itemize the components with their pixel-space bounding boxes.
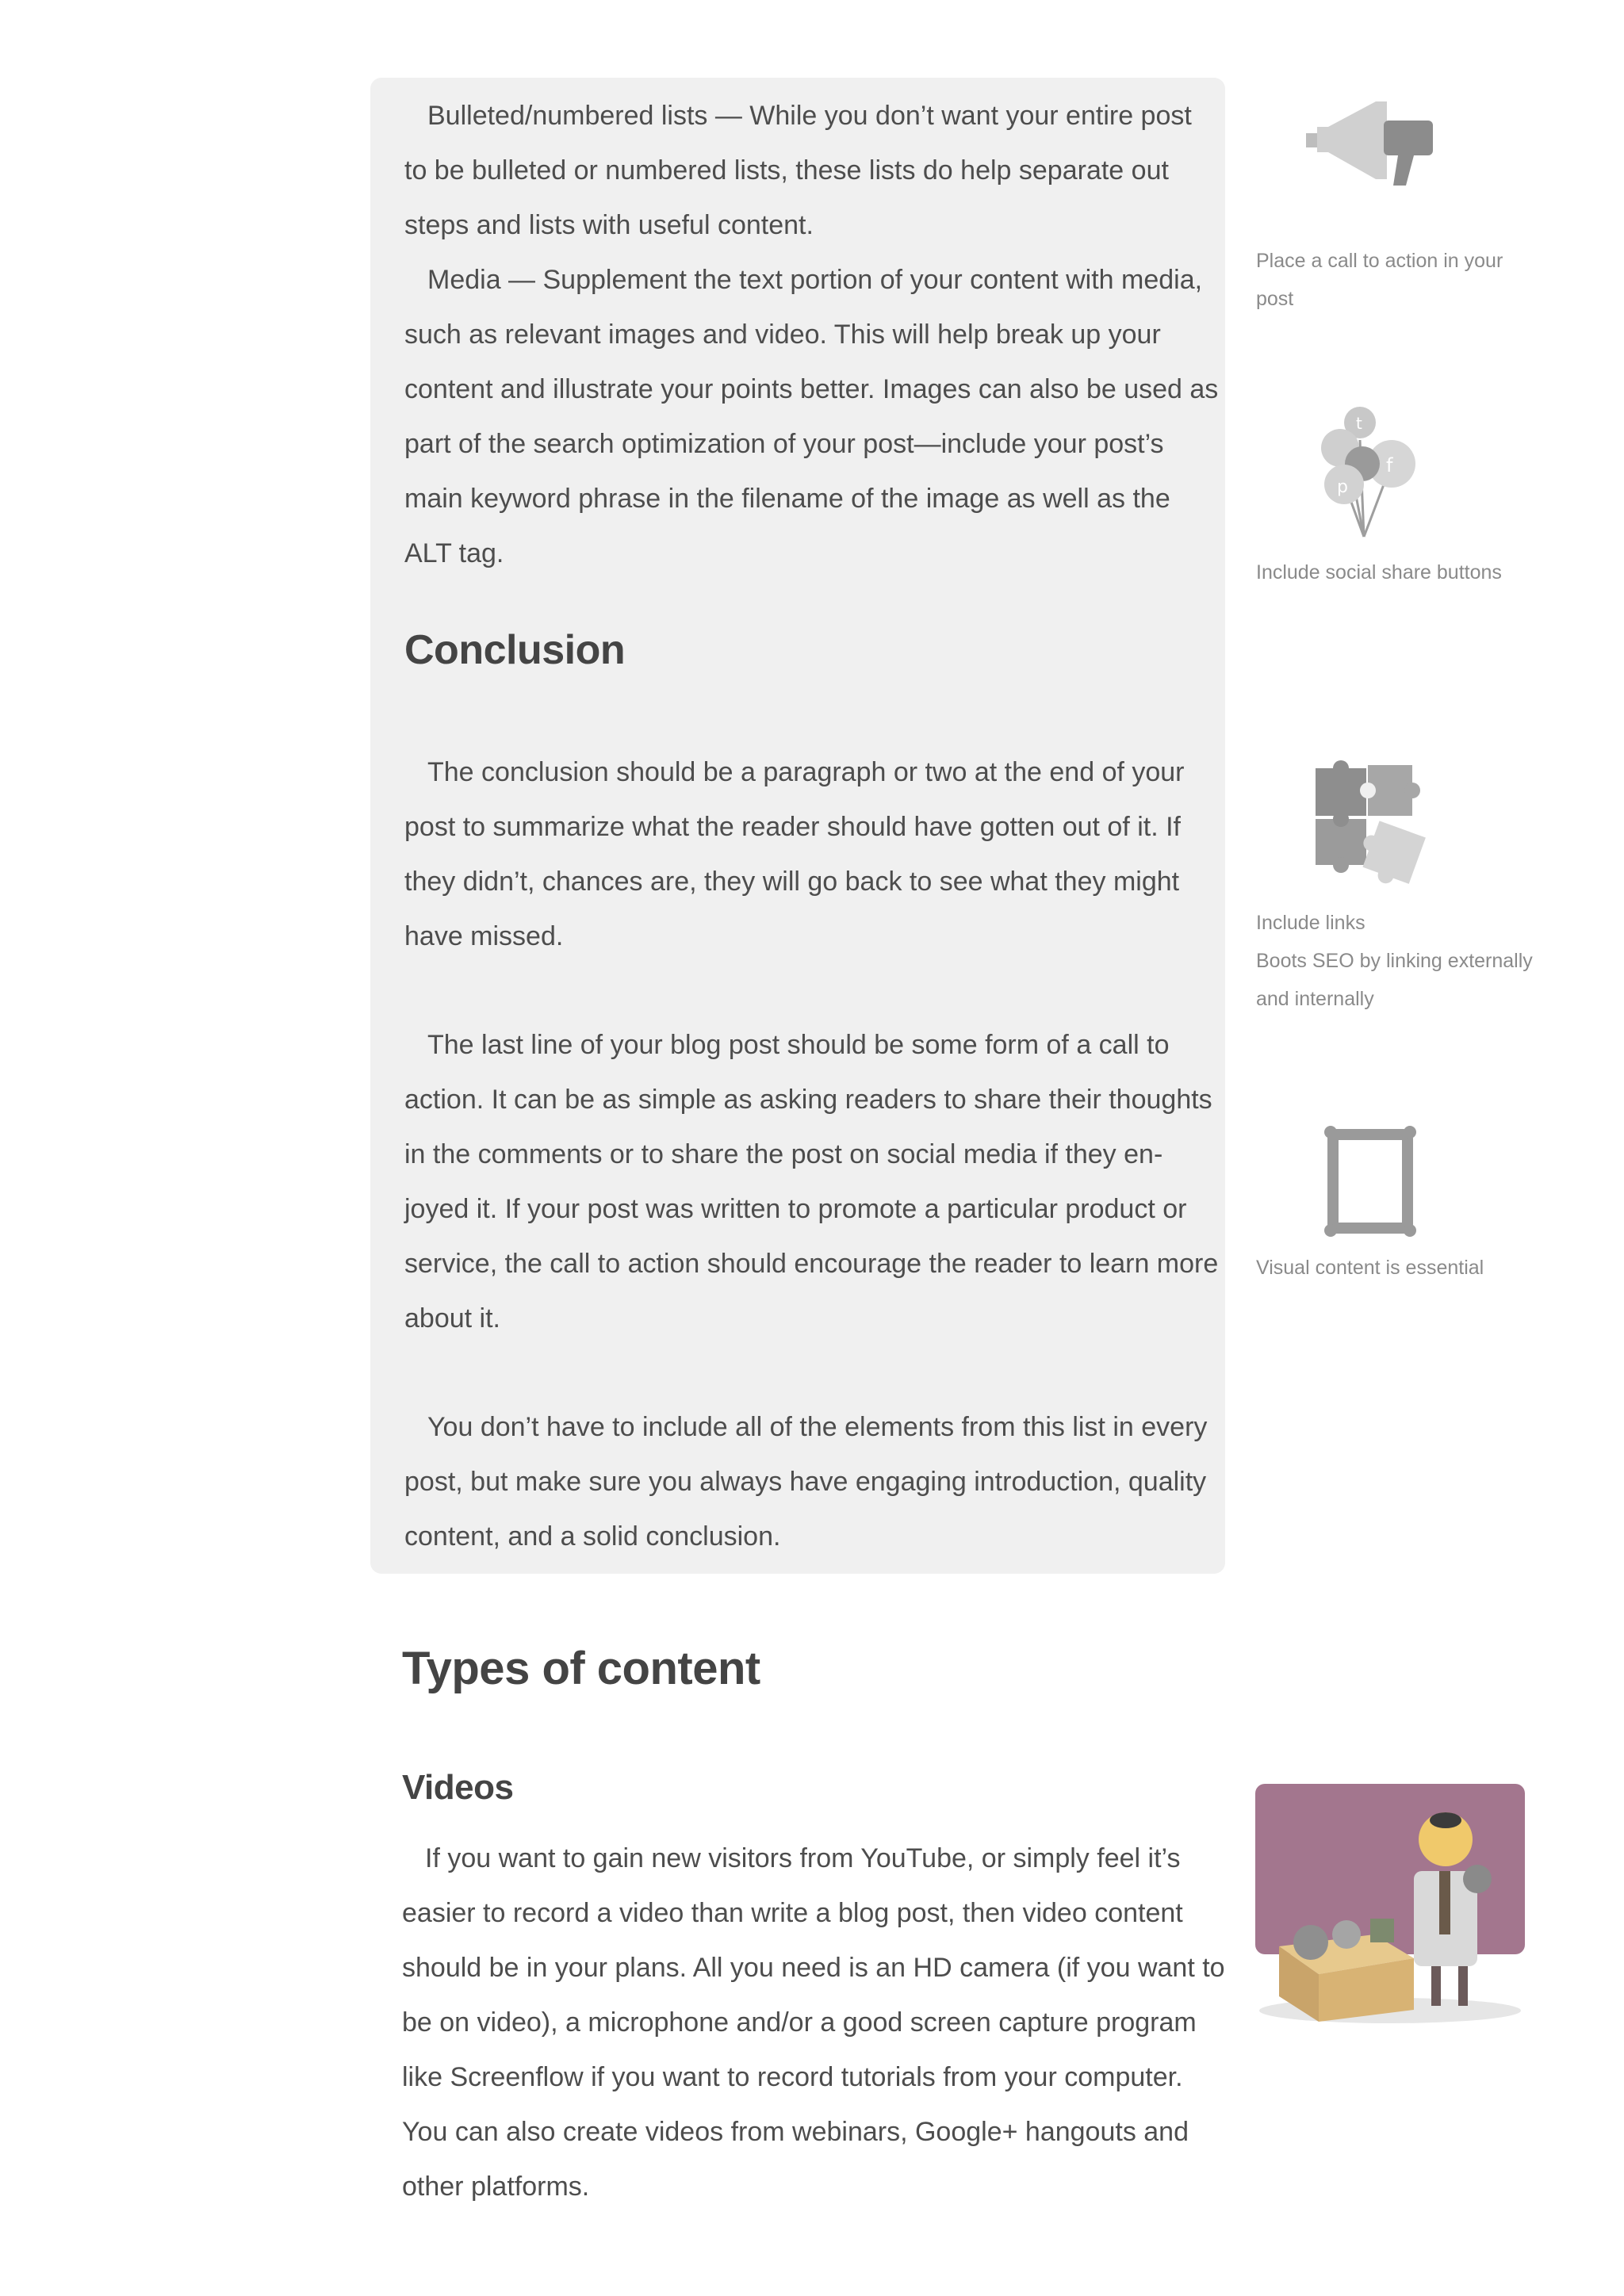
panel-intro-text	[404, 89, 1221, 581]
caption-call-to-action	[1256, 242, 1542, 318]
video-illustration-icon	[1255, 1784, 1529, 2026]
caption-line: Boots SEO by linking externally	[1256, 950, 1533, 972]
caption-line: post	[1256, 288, 1294, 310]
paragraph-videos: If you want to gain new visitors from YouTube, or simply feel it’s easier to record a video than write a blog post, then video content should be in your plans. All you need is an HD camera (if you want to be on video), a microphone and/or a good screen capture program like Screenflow if you want to record tutorials from your computer. You can also create videos from webinars, Google+ hangouts and other platforms.	[402, 1843, 1225, 2202]
puzzle-icon	[1304, 757, 1431, 896]
caption-line: and internally	[1256, 988, 1374, 1010]
paragraph-elements: You don’t have to include all of the elements from this list in every post, but make sure you always have engaging introduction, quality content, and a solid conclusion.	[404, 1412, 1208, 1552]
caption-line: Include social share buttons	[1256, 561, 1502, 584]
svg-text:p: p	[1337, 477, 1348, 497]
caption-include-links	[1256, 904, 1542, 1018]
balloons-icon	[1316, 400, 1419, 543]
paragraph-call-to-action: The last line of your blog post should be some form of a call to action. It can be as simple as asking readers to share their thoughts in the comments or to share the post on social media if they en-joyed it. If your post was written to promote a particular product or service, the call to action should encourage the reader to learn more about it.	[404, 1030, 1219, 1334]
videos-text	[402, 1831, 1231, 2214]
caption-visual-content	[1256, 1249, 1542, 1287]
caption-line: Visual content is essential	[1256, 1257, 1484, 1279]
paragraph-bulleted-lists: Bulleted/numbered lists — While you don’t want your entire post to be bulleted or numbered lists, these lists do help separate out steps and lists with useful content.	[404, 101, 1192, 240]
caption-line: Include links	[1256, 912, 1365, 934]
caption-social-share	[1256, 553, 1542, 591]
conclusion-text-3	[404, 1400, 1221, 1564]
megaphone-icon	[1304, 95, 1439, 194]
conclusion-heading: Conclusion	[404, 627, 626, 673]
svg-text:f: f	[1386, 454, 1393, 476]
conclusion-text-2	[404, 1018, 1221, 1346]
picture-frame-icon	[1323, 1124, 1418, 1239]
paragraph-conclusion: The conclusion should be a paragraph or two at the end of your post to summarize what the reader should have gotten out of it. If they didn’t, chances are, they will go back to see what they might have missed.	[404, 757, 1185, 951]
videos-heading: Videos	[402, 1768, 514, 1807]
paragraph-media: Media — Supplement the text portion of your content with media, such as relevant images and video. This will help break up your content and illustrate your points better. Images can also be used as part of the search optimization of your post—include your post’s main keyword phrase in the filename of the image as well as the ALT tag.	[404, 265, 1219, 568]
types-of-content-heading: Types of content	[402, 1643, 760, 1694]
caption-line: Place a call to action in your	[1256, 250, 1503, 272]
conclusion-text-1	[404, 745, 1221, 964]
svg-text:t: t	[1356, 414, 1362, 433]
